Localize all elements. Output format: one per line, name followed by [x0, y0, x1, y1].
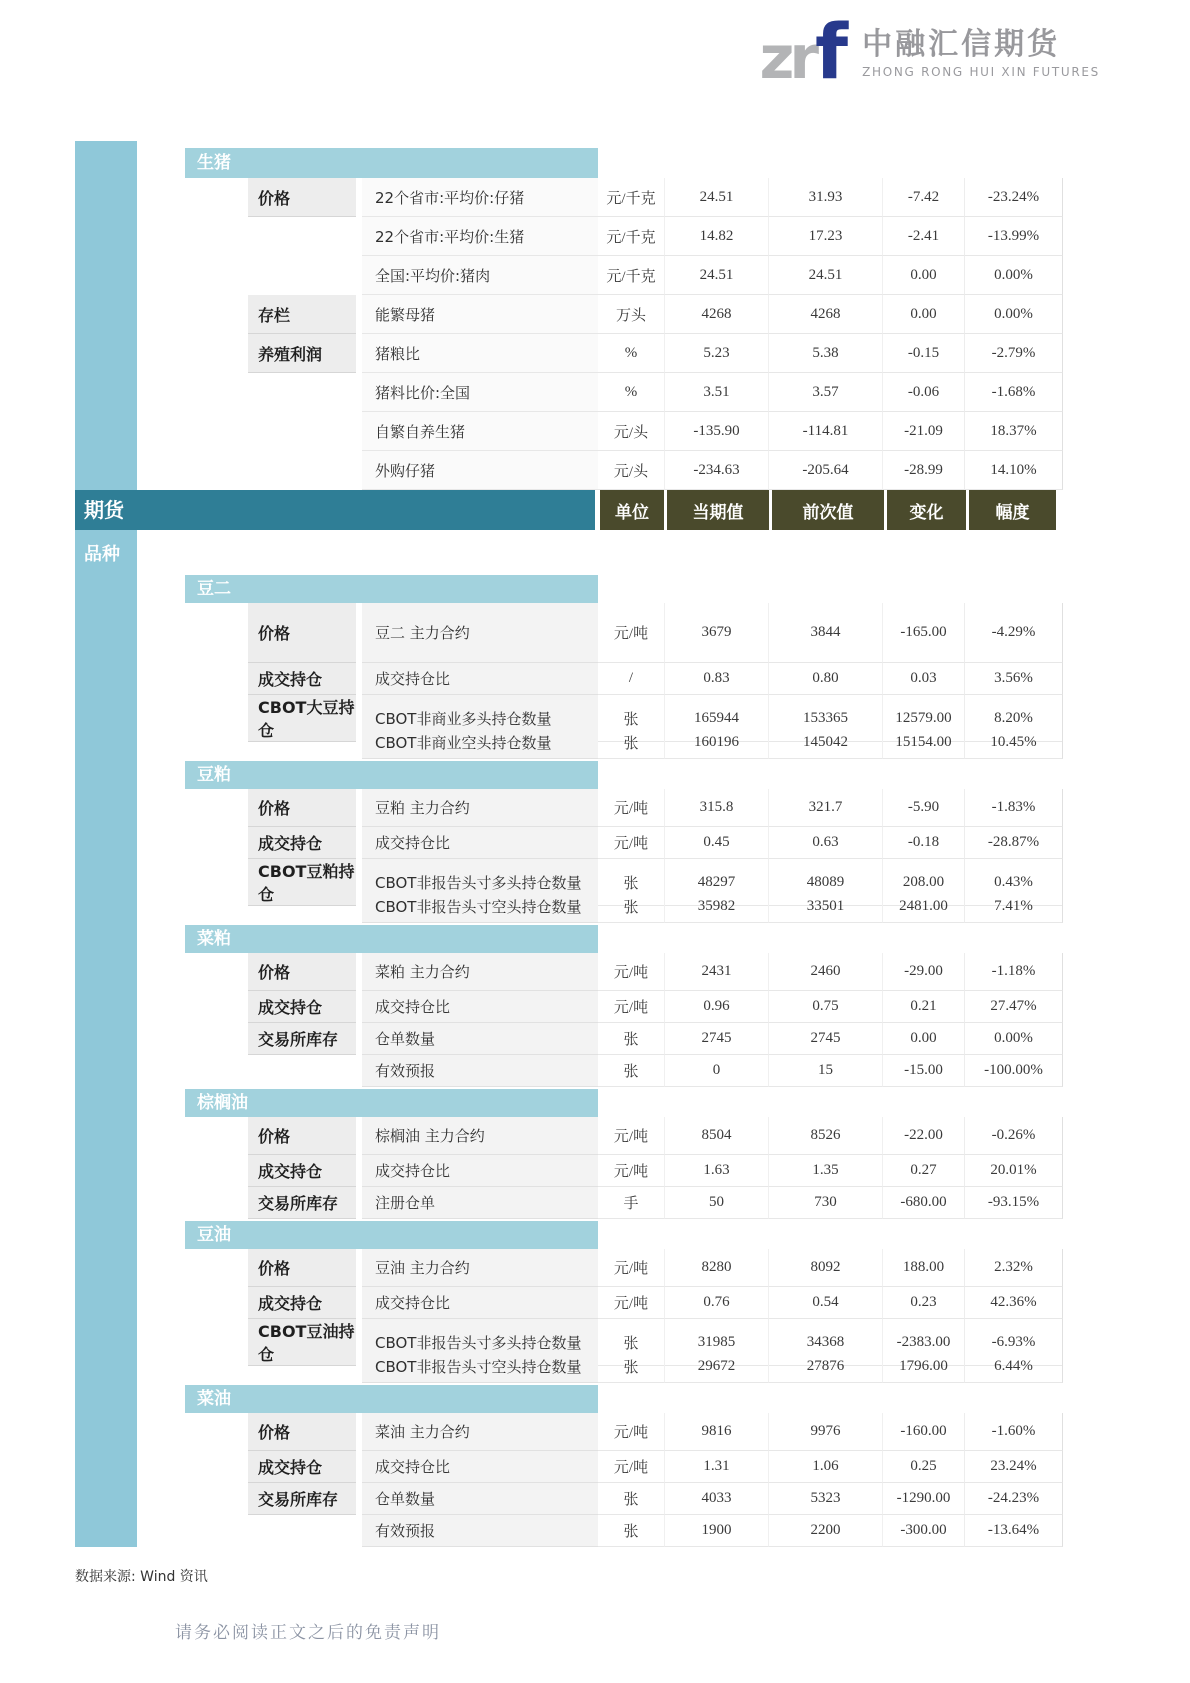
change-cell: 2481.00 — [882, 891, 964, 923]
pct-cell: -0.26% — [964, 1117, 1063, 1155]
unit-cell: 张 — [598, 1319, 664, 1366]
table-row — [185, 1319, 1063, 1364]
column-header-change: 变化 — [887, 490, 966, 530]
indicator-cell: CBOT非商业多头持仓数量 — [362, 695, 598, 742]
unit-cell: 元/吨 — [598, 1155, 664, 1187]
unit-cell: 元/吨 — [598, 1117, 664, 1155]
previous-value-cell: 2745 — [768, 1023, 882, 1055]
sidebar-bar-lower — [75, 530, 137, 1547]
current-value-cell: 0.76 — [664, 1287, 768, 1319]
pct-cell: 0.00% — [964, 1023, 1063, 1055]
pct-cell: -4.29% — [964, 603, 1063, 663]
table-row — [185, 789, 1063, 827]
indicator-cell: 成交持仓比 — [362, 663, 598, 695]
row-spacer — [185, 991, 248, 1023]
disclaimer-text: 请务必阅读正文之后的免责声明 — [175, 1623, 441, 1643]
category-cell: 价格 — [248, 1117, 356, 1155]
row-spacer — [185, 827, 248, 859]
category-cell: 成交持仓 — [248, 1287, 356, 1319]
indicator-cell: 豆油 主力合约 — [362, 1249, 598, 1287]
pct-cell: -2.79% — [964, 334, 1063, 373]
change-cell: -2383.00 — [882, 1319, 964, 1366]
table-row — [185, 1451, 1063, 1483]
current-value-cell: 9816 — [664, 1413, 768, 1451]
unit-cell: 张 — [598, 891, 664, 923]
indicator-cell: 菜油 主力合约 — [362, 1413, 598, 1451]
current-value-cell: 4033 — [664, 1483, 768, 1515]
indicator-cell: 猪料比价:全国 — [362, 373, 598, 412]
change-cell: 12579.00 — [882, 695, 964, 742]
row-spacer — [185, 1413, 248, 1451]
table-row — [185, 1483, 1063, 1515]
change-cell: -5.90 — [882, 789, 964, 827]
commodity-section — [185, 925, 1063, 1087]
pct-cell: -1.18% — [964, 953, 1063, 991]
table-row — [185, 334, 1063, 373]
category-cell: 成交持仓 — [248, 1451, 356, 1483]
unit-cell: 元/吨 — [598, 827, 664, 859]
row-spacer — [185, 1155, 248, 1187]
table-row — [185, 451, 1063, 490]
indicator-cell: 豆二 主力合约 — [362, 603, 598, 663]
unit-cell: 元/千克 — [598, 256, 664, 295]
pct-cell: 0.43% — [964, 859, 1063, 906]
category-cell: 成交持仓 — [248, 663, 356, 695]
previous-value-cell: 321.7 — [768, 789, 882, 827]
previous-value-cell: -205.64 — [768, 451, 882, 490]
table-row — [185, 1287, 1063, 1319]
change-cell: -7.42 — [882, 178, 964, 217]
category-cell: 成交持仓 — [248, 827, 356, 859]
unit-cell: 元/吨 — [598, 953, 664, 991]
previous-value-cell: 0.63 — [768, 827, 882, 859]
change-cell: -0.18 — [882, 827, 964, 859]
indicator-cell: 成交持仓比 — [362, 827, 598, 859]
company-name-en: ZHONG RONG HUI XIN FUTURES — [862, 64, 1100, 79]
indicator-cell: 22个省市:平均价:仔猪 — [362, 178, 598, 217]
current-value-cell: 24.51 — [664, 178, 768, 217]
previous-value-cell: 8092 — [768, 1249, 882, 1287]
section-header: 菜油 — [185, 1385, 598, 1413]
column-header-unit: 单位 — [600, 490, 664, 530]
table-row — [185, 217, 1063, 256]
category-cell: 价格 — [248, 953, 356, 991]
change-cell: 188.00 — [882, 1249, 964, 1287]
indicator-cell: CBOT非报告头寸空头持仓数量 — [362, 1351, 598, 1383]
row-spacer — [185, 1117, 248, 1155]
previous-value-cell: 3.57 — [768, 373, 882, 412]
table-row — [185, 1249, 1063, 1287]
indicator-cell: 能繁母猪 — [362, 295, 598, 334]
category-column-label: 品种 — [84, 544, 120, 565]
pct-cell: -93.15% — [964, 1187, 1063, 1219]
pct-cell: -24.23% — [964, 1483, 1063, 1515]
pct-cell: 7.41% — [964, 891, 1063, 923]
category-cell: 存栏 — [248, 295, 356, 334]
category-cell: 价格 — [248, 178, 356, 217]
unit-cell: 张 — [598, 695, 664, 742]
indicator-cell: 成交持仓比 — [362, 991, 598, 1023]
indicator-cell: 棕榈油 主力合约 — [362, 1117, 598, 1155]
section-header: 生猪 — [185, 148, 598, 178]
current-value-cell: 0.83 — [664, 663, 768, 695]
unit-cell: 张 — [598, 1055, 664, 1087]
logo-mark — [759, 7, 849, 96]
previous-value-cell: 4268 — [768, 295, 882, 334]
category-cell: CBOT大豆持仓 — [248, 695, 356, 742]
indicator-cell: CBOT非报告头寸多头持仓数量 — [362, 859, 598, 906]
change-cell: 0.21 — [882, 991, 964, 1023]
row-spacer — [185, 1187, 248, 1219]
table-row — [185, 603, 1063, 663]
column-headers — [600, 490, 1056, 530]
pct-cell: -28.87% — [964, 827, 1063, 859]
pct-cell: 27.47% — [964, 991, 1063, 1023]
table-row — [185, 1413, 1063, 1451]
category-cell: 价格 — [248, 1413, 356, 1451]
current-value-cell: 14.82 — [664, 217, 768, 256]
row-spacer — [185, 178, 248, 217]
current-value-cell: 5.23 — [664, 334, 768, 373]
change-cell: -0.15 — [882, 334, 964, 373]
current-value-cell: 160196 — [664, 727, 768, 759]
pct-cell: 10.45% — [964, 727, 1063, 759]
indicator-cell: 豆粕 主力合约 — [362, 789, 598, 827]
unit-cell: 元/千克 — [598, 217, 664, 256]
futures-header-band — [75, 490, 1063, 530]
change-cell: 0.23 — [882, 1287, 964, 1319]
current-value-cell: 0.45 — [664, 827, 768, 859]
indicator-cell: 全国:平均价:猪肉 — [362, 256, 598, 295]
commodity-section — [185, 1089, 1063, 1219]
category-cell: 成交持仓 — [248, 1155, 356, 1187]
futures-band-title: 期货 — [75, 490, 595, 530]
current-value-cell: 2745 — [664, 1023, 768, 1055]
row-spacer — [185, 789, 248, 827]
table-row — [185, 1023, 1063, 1055]
pct-cell: 8.20% — [964, 695, 1063, 742]
change-cell: -15.00 — [882, 1055, 964, 1087]
unit-cell: % — [598, 373, 664, 412]
unit-cell: / — [598, 663, 664, 695]
category-cell: 交易所库存 — [248, 1483, 356, 1515]
unit-cell: 元/吨 — [598, 603, 664, 663]
current-value-cell: 0 — [664, 1055, 768, 1087]
category-cell: CBOT豆油持仓 — [248, 1319, 356, 1366]
current-value-cell: 3.51 — [664, 373, 768, 412]
category-cell: 养殖利润 — [248, 334, 356, 373]
row-spacer — [185, 891, 248, 923]
commodity-section — [185, 148, 1063, 490]
previous-value-cell: 5.38 — [768, 334, 882, 373]
change-cell: -300.00 — [882, 1515, 964, 1547]
commodity-section — [185, 1221, 1063, 1383]
current-value-cell: 4268 — [664, 295, 768, 334]
change-cell: 0.25 — [882, 1451, 964, 1483]
unit-cell: 张 — [598, 1023, 664, 1055]
table-row — [185, 827, 1063, 859]
pct-cell: -1.68% — [964, 373, 1063, 412]
previous-value-cell: 2200 — [768, 1515, 882, 1547]
unit-cell: 元/头 — [598, 451, 664, 490]
change-cell: -160.00 — [882, 1413, 964, 1451]
pct-cell: 14.10% — [964, 451, 1063, 490]
indicator-cell: 自繁自养生猪 — [362, 412, 598, 451]
unit-cell: 元/吨 — [598, 991, 664, 1023]
pct-cell: -1.83% — [964, 789, 1063, 827]
unit-cell: 元/吨 — [598, 1249, 664, 1287]
previous-value-cell: 145042 — [768, 727, 882, 759]
logo-f-letter: f — [815, 7, 849, 96]
row-spacer — [185, 1249, 248, 1287]
table-row — [185, 1515, 1063, 1547]
indicator-cell: 菜粕 主力合约 — [362, 953, 598, 991]
unit-cell: 万头 — [598, 295, 664, 334]
row-spacer — [185, 1451, 248, 1483]
current-value-cell: 8504 — [664, 1117, 768, 1155]
pct-cell: 6.44% — [964, 1351, 1063, 1383]
pct-cell: -100.00% — [964, 1055, 1063, 1087]
pct-cell: -1.60% — [964, 1413, 1063, 1451]
current-value-cell: 315.8 — [664, 789, 768, 827]
row-spacer — [185, 1023, 248, 1055]
unit-cell: 元/头 — [598, 412, 664, 451]
change-cell: 15154.00 — [882, 727, 964, 759]
unit-cell: 元/吨 — [598, 789, 664, 827]
change-cell: 1796.00 — [882, 1351, 964, 1383]
indicator-cell: 有效预报 — [362, 1055, 598, 1087]
data-source-note: 数据来源: Wind 资讯 — [75, 1569, 208, 1585]
change-cell: -28.99 — [882, 451, 964, 490]
previous-value-cell: 730 — [768, 1187, 882, 1219]
section-header: 豆二 — [185, 575, 598, 603]
category-cell: CBOT豆粕持仓 — [248, 859, 356, 906]
commodity-section — [185, 761, 1063, 923]
logo-zr-letters: zr — [759, 23, 815, 93]
table-row — [185, 178, 1063, 217]
indicator-cell: 有效预报 — [362, 1515, 598, 1547]
category-cell: 价格 — [248, 789, 356, 827]
pct-cell: 3.56% — [964, 663, 1063, 695]
pct-cell: 18.37% — [964, 412, 1063, 451]
previous-value-cell: 31.93 — [768, 178, 882, 217]
change-cell: 208.00 — [882, 859, 964, 906]
previous-value-cell: 153365 — [768, 695, 882, 742]
current-value-cell: 31985 — [664, 1319, 768, 1366]
company-name-cn: 中融汇信期货 — [862, 26, 1061, 62]
pct-cell: 0.00% — [964, 295, 1063, 334]
unit-cell: 元/千克 — [598, 178, 664, 217]
category-cell: 交易所库存 — [248, 1187, 356, 1219]
section-header: 豆粕 — [185, 761, 598, 789]
row-spacer — [185, 1483, 248, 1515]
table-row — [185, 1155, 1063, 1187]
indicator-cell: CBOT非报告头寸空头持仓数量 — [362, 891, 598, 923]
indicator-cell: 注册仓单 — [362, 1187, 598, 1219]
table-row — [185, 1055, 1063, 1087]
table-row — [185, 991, 1063, 1023]
unit-cell: 张 — [598, 859, 664, 906]
unit-cell: % — [598, 334, 664, 373]
current-value-cell: 0.96 — [664, 991, 768, 1023]
column-header-pct: 幅度 — [969, 490, 1056, 530]
row-spacer — [185, 663, 248, 695]
row-spacer — [185, 451, 248, 490]
indicator-cell: 成交持仓比 — [362, 1287, 598, 1319]
row-spacer — [185, 1055, 248, 1087]
table-row — [185, 412, 1063, 451]
commodity-section — [185, 1385, 1063, 1547]
unit-cell: 元/吨 — [598, 1451, 664, 1483]
change-cell: 0.00 — [882, 1023, 964, 1055]
row-spacer — [185, 295, 248, 334]
indicator-cell: 成交持仓比 — [362, 1155, 598, 1187]
previous-value-cell: 8526 — [768, 1117, 882, 1155]
previous-value-cell: 1.35 — [768, 1155, 882, 1187]
previous-value-cell: 0.80 — [768, 663, 882, 695]
sidebar-bar-upper — [75, 141, 137, 490]
row-spacer — [185, 727, 248, 759]
current-value-cell: 1900 — [664, 1515, 768, 1547]
table-row — [185, 859, 1063, 904]
spot-table — [185, 148, 1063, 492]
pct-cell: -13.99% — [964, 217, 1063, 256]
indicator-cell: CBOT非商业空头持仓数量 — [362, 727, 598, 759]
change-cell: -680.00 — [882, 1187, 964, 1219]
category-cell: 成交持仓 — [248, 991, 356, 1023]
current-value-cell: 48297 — [664, 859, 768, 906]
indicator-cell: 仓单数量 — [362, 1483, 598, 1515]
unit-cell: 张 — [598, 727, 664, 759]
change-cell: 0.00 — [882, 256, 964, 295]
current-value-cell: -234.63 — [664, 451, 768, 490]
section-header: 豆油 — [185, 1221, 598, 1249]
column-header-current: 当期值 — [667, 490, 769, 530]
unit-cell: 元/吨 — [598, 1287, 664, 1319]
previous-value-cell: -114.81 — [768, 412, 882, 451]
current-value-cell: -135.90 — [664, 412, 768, 451]
current-value-cell: 165944 — [664, 695, 768, 742]
indicator-cell: 仓单数量 — [362, 1023, 598, 1055]
current-value-cell: 8280 — [664, 1249, 768, 1287]
row-spacer — [185, 412, 248, 451]
previous-value-cell: 0.75 — [768, 991, 882, 1023]
section-header: 菜粕 — [185, 925, 598, 953]
pct-cell: 42.36% — [964, 1287, 1063, 1319]
row-spacer — [185, 1351, 248, 1383]
row-spacer — [185, 256, 248, 295]
pct-cell: 0.00% — [964, 256, 1063, 295]
category-cell: 交易所库存 — [248, 1023, 356, 1055]
company-logo — [759, 7, 1101, 96]
indicator-cell: 外购仔猪 — [362, 451, 598, 490]
category-cell: 价格 — [248, 603, 356, 663]
previous-value-cell: 2460 — [768, 953, 882, 991]
indicator-cell: 22个省市:平均价:生猪 — [362, 217, 598, 256]
current-value-cell: 29672 — [664, 1351, 768, 1383]
futures-table — [185, 575, 1063, 1549]
previous-value-cell: 9976 — [768, 1413, 882, 1451]
previous-value-cell: 1.06 — [768, 1451, 882, 1483]
change-cell: -165.00 — [882, 603, 964, 663]
previous-value-cell: 48089 — [768, 859, 882, 906]
logo-names — [862, 28, 1100, 83]
current-value-cell: 2431 — [664, 953, 768, 991]
change-cell: -22.00 — [882, 1117, 964, 1155]
category-cell: 价格 — [248, 1249, 356, 1287]
row-spacer — [185, 217, 248, 256]
previous-value-cell: 27876 — [768, 1351, 882, 1383]
table-row — [185, 373, 1063, 412]
table-row — [185, 256, 1063, 295]
change-cell: -1290.00 — [882, 1483, 964, 1515]
table-row — [185, 295, 1063, 334]
previous-value-cell: 33501 — [768, 891, 882, 923]
change-cell: -0.06 — [882, 373, 964, 412]
unit-cell: 张 — [598, 1351, 664, 1383]
indicator-cell: CBOT非报告头寸多头持仓数量 — [362, 1319, 598, 1366]
unit-cell: 手 — [598, 1187, 664, 1219]
row-spacer — [185, 334, 248, 373]
pct-cell: 20.01% — [964, 1155, 1063, 1187]
change-cell: 0.00 — [882, 295, 964, 334]
change-cell: -29.00 — [882, 953, 964, 991]
table-row — [185, 1117, 1063, 1155]
change-cell: -2.41 — [882, 217, 964, 256]
current-value-cell: 50 — [664, 1187, 768, 1219]
previous-value-cell: 24.51 — [768, 256, 882, 295]
commodity-section — [185, 575, 1063, 759]
table-row — [185, 663, 1063, 695]
indicator-cell: 猪粮比 — [362, 334, 598, 373]
pct-cell: -6.93% — [964, 1319, 1063, 1366]
row-spacer — [185, 953, 248, 991]
pct-cell: 23.24% — [964, 1451, 1063, 1483]
previous-value-cell: 17.23 — [768, 217, 882, 256]
current-value-cell: 1.31 — [664, 1451, 768, 1483]
previous-value-cell: 0.54 — [768, 1287, 882, 1319]
column-header-previous: 前次值 — [772, 490, 884, 530]
row-spacer — [185, 1515, 248, 1547]
previous-value-cell: 15 — [768, 1055, 882, 1087]
current-value-cell: 1.63 — [664, 1155, 768, 1187]
previous-value-cell: 5323 — [768, 1483, 882, 1515]
table-row — [185, 1187, 1063, 1219]
current-value-cell: 24.51 — [664, 256, 768, 295]
change-cell: 0.27 — [882, 1155, 964, 1187]
section-header: 棕榈油 — [185, 1089, 598, 1117]
previous-value-cell: 34368 — [768, 1319, 882, 1366]
pct-cell: 2.32% — [964, 1249, 1063, 1287]
row-spacer — [185, 373, 248, 412]
row-spacer — [185, 603, 248, 663]
pct-cell: -23.24% — [964, 178, 1063, 217]
change-cell: 0.03 — [882, 663, 964, 695]
unit-cell: 元/吨 — [598, 1413, 664, 1451]
unit-cell: 张 — [598, 1515, 664, 1547]
row-spacer — [185, 1287, 248, 1319]
previous-value-cell: 3844 — [768, 603, 882, 663]
current-value-cell: 35982 — [664, 891, 768, 923]
change-cell: -21.09 — [882, 412, 964, 451]
table-row — [185, 695, 1063, 740]
table-row — [185, 953, 1063, 991]
current-value-cell: 3679 — [664, 603, 768, 663]
indicator-cell: 成交持仓比 — [362, 1451, 598, 1483]
pct-cell: -13.64% — [964, 1515, 1063, 1547]
unit-cell: 张 — [598, 1483, 664, 1515]
